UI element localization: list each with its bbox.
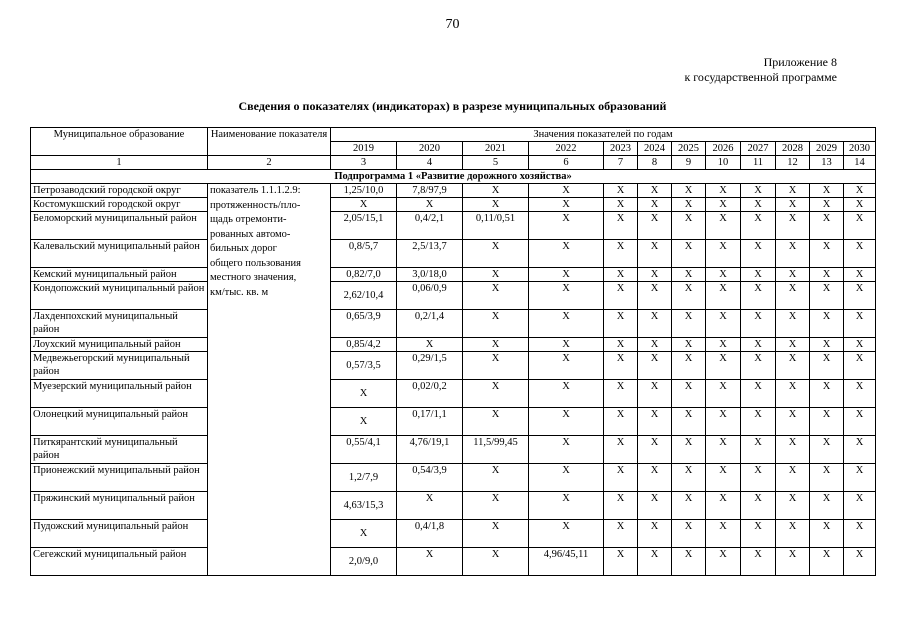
value-cell: X: [672, 268, 706, 282]
value-cell: X: [529, 464, 604, 492]
value-cell: X: [638, 520, 672, 548]
municipality-name: Медвежьегорский муниципальный район: [31, 352, 208, 380]
value-cell: X: [810, 464, 844, 492]
value-cell: X: [810, 310, 844, 338]
value-cell: X: [672, 282, 706, 310]
table-row: [31, 464, 876, 492]
value-cell: 0,06/0,9: [397, 282, 463, 310]
value-cell: X: [397, 198, 463, 212]
value-cell: X: [776, 184, 810, 198]
value-cell: X: [776, 198, 810, 212]
value-cell: X: [604, 492, 638, 520]
value-cell: 0,4/2,1: [397, 212, 463, 240]
column-number: 9: [672, 156, 706, 170]
value-cell: X: [672, 338, 706, 352]
value-cell: X: [638, 184, 672, 198]
header-year: 2025: [672, 142, 706, 156]
value-cell: X: [741, 184, 776, 198]
value-cell: X: [844, 184, 876, 198]
table-row: [31, 492, 876, 520]
value-cell: X: [776, 408, 810, 436]
page-number: 70: [445, 17, 460, 32]
value-cell: X: [810, 212, 844, 240]
header-values-by-year: Значения показателей по годам: [331, 128, 876, 142]
value-cell: X: [529, 268, 604, 282]
value-cell: 0,17/1,1: [397, 408, 463, 436]
value-cell: X: [529, 492, 604, 520]
value-cell: X: [463, 408, 529, 436]
municipality-name: Петрозаводский городской округ: [31, 184, 208, 198]
value-cell: X: [463, 380, 529, 408]
value-cell: 2,62/10,4: [331, 282, 397, 310]
value-cell: X: [638, 492, 672, 520]
value-cell: X: [397, 548, 463, 576]
value-cell: X: [672, 520, 706, 548]
value-cell: X: [672, 380, 706, 408]
value-cell: X: [844, 380, 876, 408]
table-row: [31, 548, 876, 576]
column-number: 13: [810, 156, 844, 170]
table-row: [31, 282, 876, 310]
header-year: 2029: [810, 142, 844, 156]
value-cell: X: [529, 198, 604, 212]
value-cell: X: [844, 212, 876, 240]
value-cell: X: [672, 240, 706, 268]
column-number: 7: [604, 156, 638, 170]
municipality-name: Питкярантский муниципальный район: [31, 436, 208, 464]
column-number: 6: [529, 156, 604, 170]
table-row: [31, 338, 876, 352]
value-cell: X: [741, 240, 776, 268]
value-cell: X: [638, 240, 672, 268]
value-cell: X: [397, 492, 463, 520]
header-year: 2030: [844, 142, 876, 156]
value-cell: X: [638, 352, 672, 380]
value-cell: X: [672, 464, 706, 492]
value-cell: X: [463, 268, 529, 282]
value-cell: X: [810, 184, 844, 198]
value-cell: X: [463, 198, 529, 212]
value-cell: X: [463, 520, 529, 548]
value-cell: X: [638, 310, 672, 338]
value-cell: 4,96/45,11: [529, 548, 604, 576]
value-cell: X: [604, 212, 638, 240]
header-year: 2024: [638, 142, 672, 156]
table-row: [31, 520, 876, 548]
value-cell: X: [463, 282, 529, 310]
value-cell: X: [638, 282, 672, 310]
value-cell: X: [810, 380, 844, 408]
value-cell: X: [776, 464, 810, 492]
value-cell: 1,2/7,9: [331, 464, 397, 492]
value-cell: X: [604, 338, 638, 352]
value-cell: 0,4/1,8: [397, 520, 463, 548]
value-cell: X: [529, 282, 604, 310]
table-row: [31, 240, 876, 268]
value-cell: X: [706, 184, 741, 198]
value-cell: X: [463, 338, 529, 352]
value-cell: X: [741, 464, 776, 492]
value-cell: 0,55/4,1: [331, 436, 397, 464]
municipality-name: Костомукшский городской округ: [31, 198, 208, 212]
value-cell: X: [706, 268, 741, 282]
value-cell: X: [776, 492, 810, 520]
value-cell: X: [604, 408, 638, 436]
municipality-name: Муезерский муниципальный район: [31, 380, 208, 408]
value-cell: X: [776, 436, 810, 464]
value-cell: X: [844, 310, 876, 338]
value-cell: X: [463, 492, 529, 520]
value-cell: X: [776, 310, 810, 338]
value-cell: X: [810, 436, 844, 464]
table-row: [31, 184, 876, 198]
value-cell: X: [604, 198, 638, 212]
value-cell: X: [844, 492, 876, 520]
value-cell: X: [844, 408, 876, 436]
value-cell: X: [672, 212, 706, 240]
value-cell: X: [844, 240, 876, 268]
value-cell: X: [810, 520, 844, 548]
value-cell: X: [741, 492, 776, 520]
header-year: 2026: [706, 142, 741, 156]
value-cell: X: [741, 212, 776, 240]
document-title: Сведения о показателях (индикаторах) в разрезе муниципальных образований: [238, 99, 667, 113]
column-number: 11: [741, 156, 776, 170]
header-year: 2023: [604, 142, 638, 156]
value-cell: X: [741, 548, 776, 576]
value-cell: X: [638, 212, 672, 240]
value-cell: X: [844, 352, 876, 380]
column-number: 5: [463, 156, 529, 170]
value-cell: X: [844, 282, 876, 310]
value-cell: X: [776, 380, 810, 408]
value-cell: X: [529, 352, 604, 380]
column-number: 4: [397, 156, 463, 170]
table-row: [31, 198, 876, 212]
value-cell: X: [741, 338, 776, 352]
value-cell: X: [604, 268, 638, 282]
value-cell: X: [672, 548, 706, 576]
value-cell: X: [672, 310, 706, 338]
value-cell: X: [638, 436, 672, 464]
header-year: 2022: [529, 142, 604, 156]
value-cell: X: [810, 492, 844, 520]
value-cell: X: [741, 520, 776, 548]
value-cell: X: [604, 464, 638, 492]
value-cell: X: [706, 338, 741, 352]
value-cell: X: [776, 212, 810, 240]
value-cell: X: [776, 352, 810, 380]
value-cell: X: [463, 464, 529, 492]
value-cell: X: [844, 268, 876, 282]
value-cell: X: [706, 520, 741, 548]
value-cell: 0,11/0,51: [463, 212, 529, 240]
value-cell: X: [638, 338, 672, 352]
value-cell: X: [706, 352, 741, 380]
table-row: [31, 268, 876, 282]
value-cell: X: [844, 436, 876, 464]
municipality-name: Лоухский муниципальный район: [31, 338, 208, 352]
value-cell: 7,8/97,9: [397, 184, 463, 198]
value-cell: X: [706, 310, 741, 338]
value-cell: X: [463, 240, 529, 268]
value-cell: X: [810, 548, 844, 576]
value-cell: X: [741, 198, 776, 212]
value-cell: X: [706, 380, 741, 408]
value-cell: X: [706, 492, 741, 520]
value-cell: X: [463, 184, 529, 198]
value-cell: X: [529, 310, 604, 338]
value-cell: X: [604, 352, 638, 380]
value-cell: X: [463, 548, 529, 576]
value-cell: X: [529, 380, 604, 408]
value-cell: X: [604, 310, 638, 338]
value-cell: X: [776, 548, 810, 576]
value-cell: 0,8/5,7: [331, 240, 397, 268]
header-year: 2027: [741, 142, 776, 156]
value-cell: X: [672, 184, 706, 198]
value-cell: 0,29/1,5: [397, 352, 463, 380]
value-cell: X: [604, 282, 638, 310]
value-cell: 2,05/15,1: [331, 212, 397, 240]
table-row: [31, 310, 876, 338]
value-cell: X: [638, 198, 672, 212]
value-cell: X: [741, 408, 776, 436]
municipality-name: Сегежский муниципальный район: [31, 548, 208, 576]
value-cell: X: [529, 436, 604, 464]
value-cell: X: [463, 352, 529, 380]
municipality-name: Лахденпохский муниципальный район: [31, 310, 208, 338]
column-number: 3: [331, 156, 397, 170]
header-year: 2028: [776, 142, 810, 156]
value-cell: 0,2/1,4: [397, 310, 463, 338]
value-cell: X: [776, 268, 810, 282]
table-header: [31, 128, 876, 184]
appendix-line-2: к государственной программе: [684, 70, 837, 84]
value-cell: X: [776, 520, 810, 548]
value-cell: X: [604, 436, 638, 464]
value-cell: X: [529, 520, 604, 548]
value-cell: X: [529, 338, 604, 352]
value-cell: X: [672, 436, 706, 464]
value-cell: X: [776, 240, 810, 268]
indicator-name: показатель 1.1.1.2.9: протяженность/пло- щадь отремонти- рованных автомо- бильных дорог общего пользования местного значения, км/тыс. кв. м: [208, 184, 331, 576]
value-cell: X: [331, 380, 397, 408]
value-cell: X: [604, 184, 638, 198]
value-cell: 2,0/9,0: [331, 548, 397, 576]
value-cell: X: [844, 548, 876, 576]
value-cell: X: [810, 268, 844, 282]
value-cell: X: [638, 548, 672, 576]
column-number: 10: [706, 156, 741, 170]
appendix-note: [684, 55, 837, 85]
value-cell: 11,5/99,45: [463, 436, 529, 464]
table-row: [31, 436, 876, 464]
municipality-name: Кемский муниципальный район: [31, 268, 208, 282]
municipality-name: Прионежский муниципальный район: [31, 464, 208, 492]
value-cell: X: [604, 548, 638, 576]
header-year: 2020: [397, 142, 463, 156]
table-row: [31, 212, 876, 240]
value-cell: X: [706, 198, 741, 212]
value-cell: X: [844, 520, 876, 548]
header-indicator: Наименование показателя: [208, 128, 331, 156]
value-cell: 0,57/3,5: [331, 352, 397, 380]
column-number: 1: [31, 156, 208, 170]
value-cell: X: [810, 408, 844, 436]
table-row: [31, 352, 876, 380]
table-row: [31, 380, 876, 408]
value-cell: X: [810, 240, 844, 268]
value-cell: X: [463, 310, 529, 338]
value-cell: X: [706, 436, 741, 464]
municipality-name: Пудожский муниципальный район: [31, 520, 208, 548]
municipality-name: Беломорский муниципальный район: [31, 212, 208, 240]
header-year: 2021: [463, 142, 529, 156]
value-cell: X: [844, 338, 876, 352]
municipality-name: Олонецкий муниципальный район: [31, 408, 208, 436]
value-cell: X: [672, 198, 706, 212]
value-cell: X: [529, 240, 604, 268]
value-cell: X: [776, 338, 810, 352]
value-cell: X: [741, 380, 776, 408]
indicators-table: [30, 127, 876, 576]
value-cell: 2,5/13,7: [397, 240, 463, 268]
value-cell: 0,85/4,2: [331, 338, 397, 352]
value-cell: X: [844, 198, 876, 212]
value-cell: X: [529, 212, 604, 240]
value-cell: X: [741, 268, 776, 282]
municipality-name: Кондопожский муниципальный район: [31, 282, 208, 310]
column-number: 8: [638, 156, 672, 170]
value-cell: X: [810, 282, 844, 310]
appendix-line-1: Приложение 8: [763, 55, 837, 69]
value-cell: X: [638, 408, 672, 436]
table-body: [31, 184, 876, 576]
value-cell: 0,82/7,0: [331, 268, 397, 282]
value-cell: X: [331, 198, 397, 212]
value-cell: X: [810, 198, 844, 212]
municipality-name: Калевальский муниципальный район: [31, 240, 208, 268]
value-cell: X: [706, 212, 741, 240]
value-cell: X: [638, 268, 672, 282]
value-cell: 4,63/15,3: [331, 492, 397, 520]
municipality-name: Пряжинский муниципальный район: [31, 492, 208, 520]
value-cell: X: [529, 408, 604, 436]
value-cell: X: [810, 338, 844, 352]
value-cell: X: [741, 436, 776, 464]
value-cell: X: [331, 408, 397, 436]
value-cell: X: [706, 282, 741, 310]
value-cell: X: [706, 408, 741, 436]
value-cell: X: [397, 338, 463, 352]
value-cell: X: [741, 310, 776, 338]
value-cell: X: [706, 548, 741, 576]
value-cell: 0,65/3,9: [331, 310, 397, 338]
column-number: 2: [208, 156, 331, 170]
value-cell: X: [529, 184, 604, 198]
column-number: 14: [844, 156, 876, 170]
header-municipality: Муниципальное образование: [31, 128, 208, 156]
header-year: 2019: [331, 142, 397, 156]
value-cell: 4,76/19,1: [397, 436, 463, 464]
value-cell: X: [672, 408, 706, 436]
value-cell: X: [776, 282, 810, 310]
value-cell: X: [706, 464, 741, 492]
subprogram-title: Подпрограмма 1 «Развитие дорожного хозяйства»: [31, 170, 876, 184]
value-cell: X: [672, 352, 706, 380]
table-row: [31, 408, 876, 436]
value-cell: X: [638, 464, 672, 492]
value-cell: 1,25/10,0: [331, 184, 397, 198]
value-cell: X: [741, 352, 776, 380]
value-cell: X: [706, 240, 741, 268]
value-cell: X: [638, 380, 672, 408]
value-cell: X: [844, 464, 876, 492]
value-cell: X: [810, 352, 844, 380]
value-cell: 0,54/3,9: [397, 464, 463, 492]
column-number: 12: [776, 156, 810, 170]
value-cell: X: [604, 240, 638, 268]
value-cell: 3,0/18,0: [397, 268, 463, 282]
value-cell: 0,02/0,2: [397, 380, 463, 408]
value-cell: X: [604, 380, 638, 408]
value-cell: X: [331, 520, 397, 548]
value-cell: X: [672, 492, 706, 520]
value-cell: X: [741, 282, 776, 310]
value-cell: X: [604, 520, 638, 548]
